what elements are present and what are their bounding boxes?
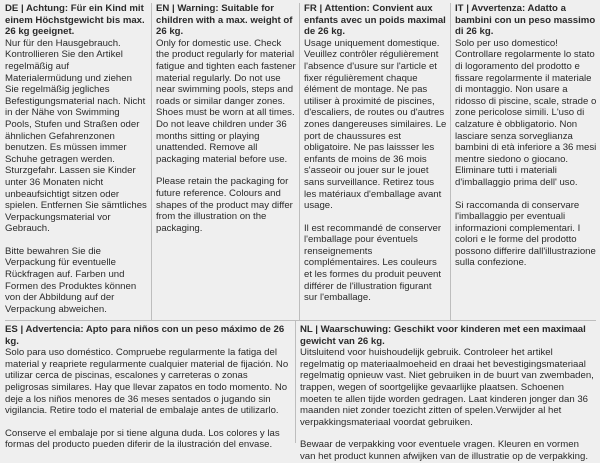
section-fr [304, 3, 451, 320]
note-text-nl: Bewaar de verpakking voor eventuele vragen. Kleuren en vormen van het product kunnen afwijken van de illustratie op de verpakking. [300, 439, 588, 462]
section-en [156, 3, 300, 320]
warning-text-en: Only for domestic use. Check the product regularly for material fatigue and tighten each fastener material regularly. Do not use near swimming pools, steps and roads or similar danger zones. Shoes must be worn at all times. Do not leave children under 36 months sitting or playing unattended. Remove all packaging material before use. [156, 37, 296, 165]
warning-text-fr: Usage uniquement domestique. Veuillez contrôler régulièrement l'absence d'usure sur l'article et fixer régulièrement chaque élément de montage. Ne pas utiliser à proximité de piscines, d'escaliers, de routes ou d'autres zones dangereuses similaires. Le port de chaussures est obligatoire. Ne pas laissser les enfants de moins de 36 mois s'asseoir ou jouer sur le jouet sans surveillance. Retirez tous les matériaux d'emballage avant usage. [304, 37, 447, 212]
vertical-divider [295, 320, 296, 443]
heading-es: ES | Advertencia: Apto para niños con un peso máximo de 26 kg. [5, 324, 285, 347]
warning-text-it: Solo per uso domestico! Controllare regolarmente lo stato di logoramento del prodotto e fissare regolarmente il materiale di montaggio. Non usare a ridosso di piscine, scale, strade o zone pericolose simili. L'uso di calzature è obbligatorio. Non lasciare senza sorveglianza bambini di età inferiore a 36 mesi mentre siedono o giocano. Eliminare tutti i materiali d'imballaggio prima dell' uso. [455, 37, 597, 188]
section-it [455, 3, 600, 320]
warning-text-nl: Uitsluitend voor huishoudelijk gebruik. Controleer het artikel regelmatig op materiaalmoeheid en draai het bevestigingsmateriaal regelmatig opnieuw vast. Niet gebruiken in de buurt van zwembaden, trappen, wegen of soortgelijke gevaarlijke plaatsen. Schoenen moeten te allen tijde worden gedragen. Laat kinderen jonger dan 36 maanden niet zonder toezicht zitten of spelen.Verwijder al het verpakkingsmateriaal voordat gebruiken. [300, 347, 594, 428]
section-nl [300, 324, 596, 463]
horizontal-divider [5, 320, 596, 321]
heading-fr: FR | Attention: Convient aux enfants avec un poids maximal de 26 kg. [304, 3, 446, 38]
warning-text-es: Solo para uso doméstico. Compruebe regularmente la fatiga del material y reapriete regularmente cualquier material de fijación. No utilizar cerca de piscinas, escalones y carreteras o zonas peligrosas similares. Hay que llevar zapatos en todo momento. No deje a los niños menores de 36 meses sentados o jugando sin vigilancia. Retire todo el material de embalaje antes de utilizarlo. [5, 347, 289, 417]
heading-it: IT | Avvertenza: Adatto a bambini con un peso massimo di 26 kg. [455, 3, 596, 38]
warning-text-de: Nur für den Hausgebrauch. Kontrollieren Sie den Artikel regelmäßig auf Materialermüdung und ziehen Sie regelmäßig jegliches Befestigungsmaterial nach. Nicht in der Nähe von Swimming Pools, Stufen und Straßen oder ähnlichen Gefahrenzonen benutzen. Es müssen immer Schuhe getragen werden. Sturzgefahr. Lassen sie Kinder unter 36 Monaten nicht unbeaufsichtigt sitzen oder spielen. Entfernen Sie sämtliches Verpackungsmaterial vor Gebrauch. [5, 37, 147, 235]
section-de [5, 3, 152, 320]
heading-de: DE | Achtung: Für ein Kind mit einem Höchstgewicht bis max. 26 kg geeignet. [5, 3, 145, 38]
heading-en: EN | Warning: Suitable for children with a max. weight of 26 kg. [156, 3, 293, 38]
bottom-row [5, 324, 596, 463]
note-text-es: Conserve el embalaje por si tiene alguna duda. Los colores y las formas del producto pueden diferir de la ilustración del envase. [5, 427, 280, 451]
note-text-fr: Il est recommandé de conserver l'emballage pour éventuels renseignements complémentaires. Les couleurs et les formes du produit peuvent différer de l'illustration figurant sur l'emballage. [304, 222, 442, 304]
section-es [5, 324, 294, 463]
heading-nl: NL | Waarschuwing: Geschikt voor kinderen met een maximaal gewicht van 26 kg. [300, 324, 586, 347]
note-text-it: Si raccomanda di conservare l'imballaggio per eventuali informazioni complementari. I colori e le forme del prodotto possono differire dall'illustrazione sulla confezione. [455, 199, 596, 269]
note-text-de: Bitte bewahren Sie die Verpackung für eventuelle Rückfragen auf. Farben und Formen des Produktes können von der Abbildung auf der Verpackung abweichen. [5, 245, 137, 315]
note-text-en: Please retain the packaging for future reference. Colours and shapes of the product may differ from the illustration on the packaging. [156, 176, 293, 234]
top-row [5, 3, 596, 320]
